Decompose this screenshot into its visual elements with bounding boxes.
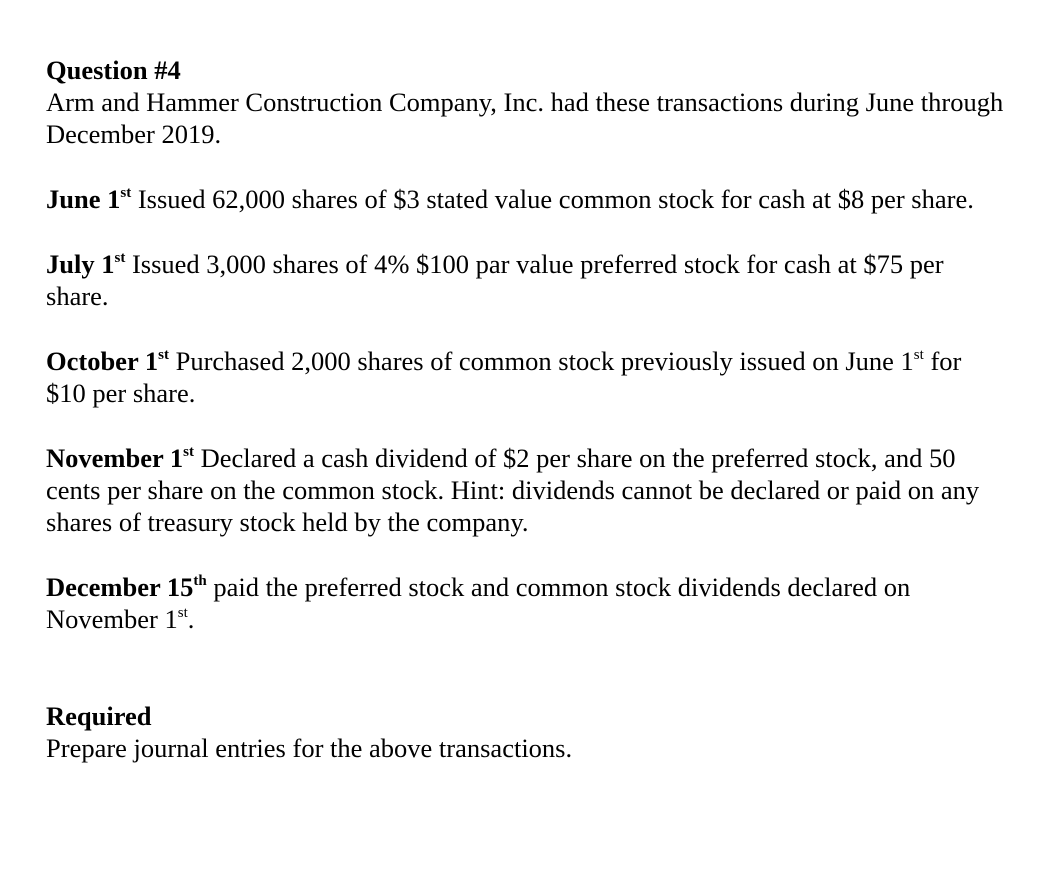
transaction-text-superscript: st [913, 347, 924, 363]
transaction-text-tail: for $10 per share. [46, 346, 962, 408]
transaction-date: November 1st [46, 443, 194, 473]
transaction-text: Purchased 2,000 shares of common stock previously issued on June 1 [168, 346, 914, 376]
question-block [46, 54, 1006, 150]
transaction-text-superscript: st [177, 605, 188, 621]
transaction-date: June 1st [46, 184, 132, 214]
transaction-june [46, 183, 1006, 215]
required-block [46, 700, 1006, 764]
transaction-november [46, 442, 1006, 538]
question-title: Question #4 [46, 55, 181, 85]
transaction-date: December 15th [46, 572, 207, 602]
question-intro: Arm and Hammer Construction Company, Inc. had these transactions during June through December 2019. [46, 87, 1004, 149]
transaction-text: Issued 62,000 shares of $3 stated value common stock for cash at $8 per share. [131, 184, 974, 214]
transaction-july [46, 248, 1006, 312]
required-title: Required [46, 701, 152, 731]
transaction-october [46, 345, 1006, 409]
transaction-text: Declared a cash dividend of $2 per share on the preferred stock, and 50 cents per share on the common stock. Hint: dividends cannot be declared or paid on any shares of treasury stock held by the company. [46, 443, 980, 537]
document-body [46, 54, 1006, 764]
transaction-text: Issued 3,000 shares of 4% $100 par value preferred stock for cash at $75 per share. [46, 249, 944, 311]
transaction-date: October 1st [46, 346, 169, 376]
transaction-text: paid the preferred stock and common stock dividends declared on November 1 [46, 572, 911, 634]
transaction-date: July 1st [46, 249, 126, 279]
transaction-text-tail: . [187, 604, 195, 634]
required-text: Prepare journal entries for the above transactions. [46, 733, 573, 763]
transaction-december [46, 571, 1006, 635]
